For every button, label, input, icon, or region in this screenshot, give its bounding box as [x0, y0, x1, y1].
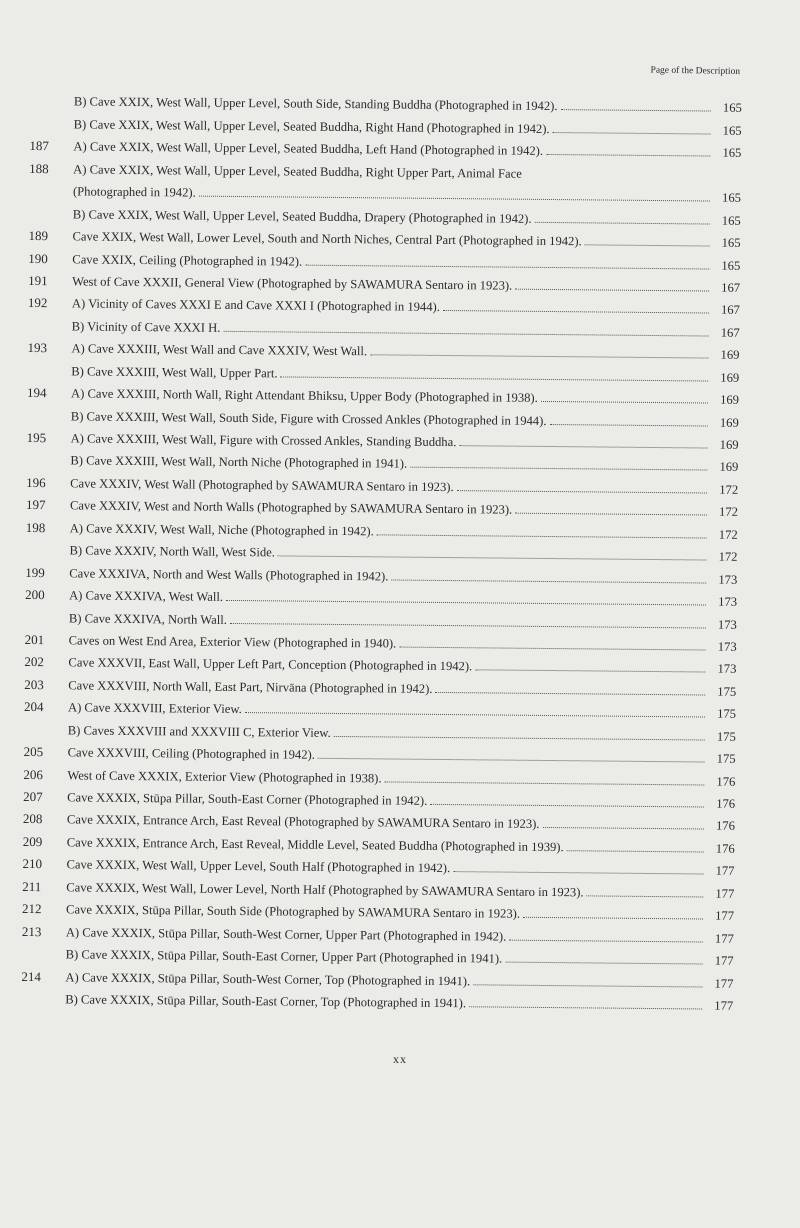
description-page: 173	[717, 662, 737, 677]
dot-leader	[410, 467, 707, 471]
dot-leader	[587, 895, 704, 897]
plate-title: B) Cave XXXIVA, North Wall.	[68, 610, 227, 627]
dot-leader	[475, 670, 705, 673]
plate-title: A) Cave XXXIX, Stūpa Pillar, South-West Corner, Upper Part (Photographed in 1942).	[65, 925, 507, 944]
dot-leader	[473, 984, 702, 987]
dot-leader	[560, 110, 710, 112]
description-page: 165	[722, 101, 742, 116]
dot-leader	[523, 917, 703, 920]
plate-number: 214	[21, 968, 42, 984]
plate-title: A) Cave XXIX, West Wall, Upper Level, Seated Buddha, Right Upper Part, Animal Face	[73, 162, 522, 181]
description-page: 169	[719, 437, 739, 452]
plate-title: Cave XXXIX, West Wall, Upper Level, South Half (Photographed in 1942).	[66, 857, 451, 876]
description-page: 167	[721, 280, 741, 295]
dot-leader	[435, 692, 705, 696]
dot-leader	[549, 424, 707, 427]
dot-leader	[430, 804, 704, 808]
description-page: 172	[718, 549, 738, 565]
description-page: 172	[718, 504, 739, 520]
plate-title: B) Cave XXIX, West Wall, Upper Level, South Side, Standing Buddha (Photographed in 1942).	[73, 94, 558, 114]
description-page: 177	[714, 931, 734, 946]
dot-leader	[542, 827, 703, 830]
description-page: 173	[717, 639, 737, 654]
description-page: 165	[721, 213, 741, 228]
dot-leader	[278, 556, 707, 561]
plate-title: B) Cave XXIX, West Wall, Upper Level, Seated Buddha, Drapery (Photographed in 1942).	[72, 207, 532, 226]
plate-title: A) Cave XXIX, West Wall, Upper Level, Seated Buddha, Left Hand (Photographed in 1942).	[73, 139, 544, 159]
dot-leader	[305, 264, 709, 269]
description-page: 177	[715, 886, 735, 901]
plate-number: 189	[28, 228, 49, 244]
description-page: 176	[716, 796, 736, 811]
dot-leader	[541, 401, 708, 404]
plate-title: A) Cave XXXVIII, Exterior View.	[67, 700, 242, 717]
plate-number: 209	[22, 833, 43, 850]
plate-title: B) Cave XXXIII, West Wall, North Niche (Photographed in 1941).	[70, 453, 408, 472]
description-page: 165	[721, 258, 741, 273]
plate-title: B) Cave XXXIII, West Wall, South Side, Figure with Crossed Ankles (Photographed in 1944).	[70, 408, 547, 428]
plate-title: Cave XXXIX, Entrance Arch, East Reveal (Photographed by SAWAMURA Sentaro in 1923).	[66, 812, 540, 832]
description-page: 176	[715, 841, 735, 856]
plate-number: 202	[24, 654, 45, 670]
description-page: 169	[720, 392, 740, 407]
description-page: 165	[722, 190, 742, 206]
plate-number: 194	[26, 385, 47, 401]
plate-title: B) Vicinity of Cave XXXI H.	[71, 319, 221, 335]
plate-title	[0, 0, 1, 1]
column-label: Page of the Description	[650, 65, 741, 78]
plate-title: B) Cave XXXIX, Stūpa Pillar, South-East Corner, Upper Part (Photographed in 1941).	[65, 947, 503, 966]
plate-number: 203	[24, 676, 44, 692]
plate-title: B) Cave XXXIV, North Wall, West Side.	[69, 543, 276, 560]
plate-title: A) Cave XXXIII, North Wall, Right Attendant Bhiksu, Upper Body (Photographed in 1938).	[70, 386, 538, 406]
description-page: 177	[714, 953, 734, 968]
description-page: 172	[718, 527, 738, 542]
plate-number: 201	[24, 631, 45, 648]
plate-number: 211	[22, 878, 42, 894]
plate-title: Cave XXXVIII, Ceiling (Photographed in 1942).	[67, 745, 315, 762]
description-page: 175	[716, 751, 736, 766]
plate-title: Cave XXXIV, West and North Walls (Photographed by SAWAMURA Sentaro in 1923).	[69, 498, 513, 517]
dot-leader	[334, 736, 705, 741]
description-page: 175	[716, 729, 736, 744]
plate-number: 198	[25, 519, 46, 535]
dot-leader	[585, 244, 710, 246]
page-number: xx	[393, 1052, 407, 1066]
dot-leader	[391, 579, 706, 583]
description-page: 177	[714, 998, 734, 1013]
plate-title: B) Cave XXXIII, West Wall, Upper Part.	[71, 364, 278, 381]
dot-leader	[457, 490, 707, 493]
dot-leader	[281, 376, 709, 381]
description-page: 172	[719, 482, 739, 497]
dot-leader	[553, 132, 711, 135]
dot-leader	[535, 221, 710, 224]
plate-title: Caves on West End Area, Exterior View (Photographed in 1940).	[68, 633, 397, 651]
description-page: 177	[715, 908, 735, 923]
plate-title: Cave XXXIX, West Wall, Lower Level, North Half (Photographed by SAWAMURA Sentaro in 1923).	[66, 880, 584, 900]
plate-number: 192	[27, 295, 48, 311]
description-page: 165	[722, 123, 742, 138]
plate-title: West of Cave XXXII, General View (Photographed by SAWAMURA Sentaro in 1923).	[72, 274, 513, 293]
plate-title: Cave XXXVII, East Wall, Upper Left Part, Conception (Photographed in 1942).	[68, 655, 473, 674]
description-page: 165	[721, 235, 741, 250]
table-of-contents	[21, 86, 742, 1013]
description-page: 175	[717, 706, 737, 722]
plate-title: West of Cave XXXIX, Exterior View (Photographed in 1938).	[67, 767, 382, 785]
description-page: 177	[714, 976, 734, 991]
plate-number: 212	[22, 901, 42, 917]
plate-title: B) Caves XXXVIII and XXXVIII C, Exterior View.	[67, 723, 331, 740]
description-page: 167	[720, 303, 740, 318]
entry-text-container	[65, 992, 705, 1012]
plate-number: 193	[27, 340, 48, 356]
dot-leader	[515, 289, 709, 292]
plate-title: A) Cave XXXIII, West Wall, Figure with Crossed Ankles, Standing Buddha.	[70, 431, 457, 450]
plate-title: B) Cave XXIX, West Wall, Upper Level, Seated Buddha, Right Hand (Photographed in 1942).	[73, 117, 550, 136]
dot-leader	[245, 712, 705, 717]
plate-number: 195	[26, 429, 47, 446]
plate-number: 190	[28, 250, 48, 266]
dot-leader	[453, 871, 703, 874]
description-page: 169	[720, 370, 740, 385]
dot-leader	[505, 962, 702, 965]
description-page: 176	[716, 774, 736, 789]
plate-title: A) Vicinity of Caves XXXI E and Cave XXXI I (Photographed in 1944).	[71, 296, 440, 315]
plate-title: (Photographed in 1942).	[72, 184, 196, 200]
plate-title: Cave XXXIX, Stūpa Pillar, South-East Corner (Photographed in 1942).	[67, 790, 428, 808]
plate-number: 197	[25, 497, 46, 513]
description-page: 177	[715, 863, 735, 879]
plate-title: A) Cave XXXIII, West Wall and Cave XXXIV, West Wall.	[71, 341, 368, 359]
plate-number: 196	[26, 474, 46, 491]
plate-number: 208	[22, 811, 43, 827]
dot-leader	[469, 1006, 702, 1009]
dot-leader	[377, 534, 707, 538]
dot-leader	[399, 647, 705, 651]
description-page: 173	[718, 594, 738, 609]
description-page: 173	[717, 617, 737, 632]
plate-title: B) Cave XXXIX, Stūpa Pillar, South-East Corner, Top (Photographed in 1941).	[65, 992, 467, 1011]
plate-number: 207	[23, 788, 43, 805]
description-page: 175	[717, 684, 737, 699]
description-page: 173	[718, 572, 738, 587]
dot-leader	[459, 445, 707, 448]
description-page: 165	[722, 145, 742, 161]
plate-number: 188	[29, 160, 49, 176]
description-page: 169	[719, 415, 739, 430]
description-page: 169	[720, 347, 740, 363]
plate-title: Cave XXIX, Ceiling (Photographed in 1942).	[72, 251, 303, 269]
plate-title: Cave XXXIVA, North and West Walls (Photographed in 1942).	[69, 566, 389, 584]
plate-number: 187	[29, 138, 49, 154]
plate-number: 200	[25, 587, 45, 603]
plate-number: 213	[21, 923, 42, 939]
dot-leader	[567, 850, 704, 852]
description-page: 169	[719, 460, 739, 475]
dot-leader	[443, 310, 709, 314]
plate-number: 210	[22, 856, 43, 872]
plate-title: Cave XXXIX, Stūpa Pillar, South Side (Photographed by SAWAMURA Sentaro in 1923).	[66, 902, 521, 921]
dot-leader	[318, 758, 705, 763]
plate-number: 205	[23, 744, 44, 760]
dot-leader	[546, 154, 710, 157]
plate-title: Cave XXIX, West Wall, Lower Level, South and North Niches, Central Part (Photographed in 1942).	[72, 229, 582, 249]
dot-leader	[370, 355, 708, 359]
plate-title: Cave XXXVIII, North Wall, East Part, Nirvāna (Photographed in 1942).	[68, 678, 433, 696]
plate-title: A) Cave XXXIX, Stūpa Pillar, South-West Corner, Top (Photographed in 1941).	[65, 969, 471, 988]
plate-number: 191	[28, 272, 48, 289]
description-page: 176	[715, 819, 735, 834]
plate-number: 206	[23, 766, 43, 782]
plate-number: 204	[23, 699, 44, 715]
plate-title: A) Cave XXXIVA, West Wall.	[69, 588, 224, 604]
description-page: 167	[720, 325, 740, 340]
dot-leader	[385, 781, 705, 785]
dot-leader	[509, 939, 703, 942]
plate-title: Cave XXXIX, Entrance Arch, East Reveal, Middle Level, Seated Buddha (Photographed in 1939).	[66, 835, 564, 855]
plate-number: 199	[25, 564, 45, 580]
plate-title: Cave XXXIV, West Wall (Photographed by SAWAMURA Sentaro in 1923).	[70, 476, 454, 494]
plate-title: A) Cave XXXIV, West Wall, Niche (Photographed in 1942).	[69, 521, 374, 539]
dot-leader	[515, 513, 707, 516]
